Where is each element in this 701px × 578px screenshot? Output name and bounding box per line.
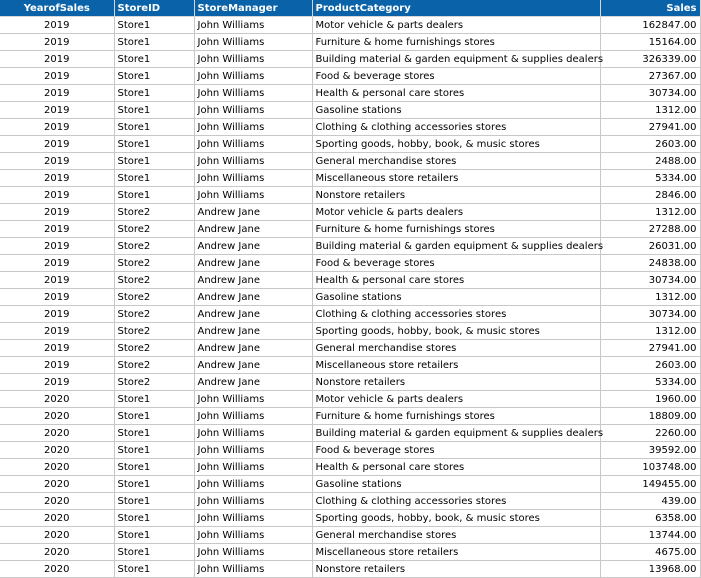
table-row[interactable] [0, 425, 700, 442]
cell-sales: 27288.00 [600, 221, 700, 238]
cell-sales: 26031.00 [600, 238, 700, 255]
table-row[interactable] [0, 323, 700, 340]
cell-sales: 4675.00 [600, 544, 700, 561]
cell-store-manager: John Williams [194, 68, 312, 85]
cell-year-of-sales: 2019 [0, 68, 114, 85]
cell-product-category: Nonstore retailers [312, 561, 600, 578]
cell-store-manager: John Williams [194, 187, 312, 204]
table-row[interactable] [0, 136, 700, 153]
cell-sales: 5334.00 [600, 374, 700, 391]
cell-store-id: Store1 [114, 527, 194, 544]
cell-sales: 1312.00 [600, 289, 700, 306]
table-row[interactable] [0, 527, 700, 544]
cell-sales: 13968.00 [600, 561, 700, 578]
cell-store-manager: Andrew Jane [194, 238, 312, 255]
column-header-store-id[interactable]: StoreID [114, 0, 194, 17]
cell-store-manager: Andrew Jane [194, 374, 312, 391]
table-row[interactable] [0, 85, 700, 102]
cell-store-id: Store1 [114, 85, 194, 102]
cell-store-manager: Andrew Jane [194, 357, 312, 374]
cell-store-manager: Andrew Jane [194, 204, 312, 221]
cell-store-id: Store1 [114, 476, 194, 493]
table-row[interactable] [0, 170, 700, 187]
cell-year-of-sales: 2020 [0, 493, 114, 510]
cell-store-manager: Andrew Jane [194, 221, 312, 238]
cell-store-id: Store2 [114, 306, 194, 323]
cell-year-of-sales: 2020 [0, 459, 114, 476]
table-row[interactable] [0, 408, 700, 425]
cell-sales: 439.00 [600, 493, 700, 510]
table-row[interactable] [0, 561, 700, 578]
cell-year-of-sales: 2019 [0, 340, 114, 357]
cell-store-id: Store1 [114, 102, 194, 119]
cell-product-category: Furniture & home furnishings stores [312, 34, 600, 51]
cell-year-of-sales: 2019 [0, 51, 114, 68]
cell-sales: 24838.00 [600, 255, 700, 272]
cell-store-id: Store2 [114, 255, 194, 272]
cell-store-manager: John Williams [194, 17, 312, 34]
cell-year-of-sales: 2019 [0, 255, 114, 272]
cell-store-id: Store1 [114, 187, 194, 204]
cell-sales: 13744.00 [600, 527, 700, 544]
cell-store-manager: John Williams [194, 459, 312, 476]
cell-product-category: Motor vehicle & parts dealers [312, 17, 600, 34]
cell-store-id: Store1 [114, 68, 194, 85]
header-row [0, 0, 700, 17]
cell-store-manager: John Williams [194, 170, 312, 187]
table-row[interactable] [0, 204, 700, 221]
cell-sales: 30734.00 [600, 306, 700, 323]
cell-store-manager: Andrew Jane [194, 255, 312, 272]
cell-store-id: Store2 [114, 272, 194, 289]
cell-store-id: Store1 [114, 510, 194, 527]
table-row[interactable] [0, 476, 700, 493]
cell-sales: 5334.00 [600, 170, 700, 187]
cell-store-id: Store1 [114, 153, 194, 170]
table-row[interactable] [0, 119, 700, 136]
cell-store-id: Store2 [114, 340, 194, 357]
cell-product-category: Clothing & clothing accessories stores [312, 493, 600, 510]
table-row[interactable] [0, 510, 700, 527]
cell-store-id: Store1 [114, 170, 194, 187]
table-row[interactable] [0, 544, 700, 561]
cell-year-of-sales: 2020 [0, 510, 114, 527]
cell-product-category: Sporting goods, hobby, book, & music stores [312, 323, 600, 340]
cell-store-id: Store2 [114, 374, 194, 391]
cell-sales: 326339.00 [600, 51, 700, 68]
cell-sales: 1312.00 [600, 323, 700, 340]
cell-product-category: Sporting goods, hobby, book, & music stores [312, 136, 600, 153]
cell-sales: 2846.00 [600, 187, 700, 204]
cell-product-category: Miscellaneous store retailers [312, 357, 600, 374]
column-header-sales[interactable]: Sales [600, 0, 700, 17]
cell-store-id: Store2 [114, 323, 194, 340]
cell-year-of-sales: 2019 [0, 374, 114, 391]
cell-product-category: Clothing & clothing accessories stores [312, 119, 600, 136]
table-row[interactable] [0, 374, 700, 391]
cell-product-category: General merchandise stores [312, 153, 600, 170]
cell-year-of-sales: 2019 [0, 204, 114, 221]
cell-product-category: Health & personal care stores [312, 85, 600, 102]
column-header-product-category[interactable]: ProductCategory [312, 0, 600, 17]
cell-store-manager: John Williams [194, 561, 312, 578]
table-row[interactable] [0, 357, 700, 374]
table-row[interactable] [0, 442, 700, 459]
cell-store-manager: John Williams [194, 85, 312, 102]
cell-store-manager: John Williams [194, 408, 312, 425]
cell-store-id: Store1 [114, 408, 194, 425]
cell-store-manager: John Williams [194, 510, 312, 527]
cell-year-of-sales: 2020 [0, 408, 114, 425]
cell-product-category: Nonstore retailers [312, 187, 600, 204]
cell-store-manager: John Williams [194, 391, 312, 408]
cell-store-manager: Andrew Jane [194, 323, 312, 340]
cell-sales: 2488.00 [600, 153, 700, 170]
cell-sales: 27941.00 [600, 340, 700, 357]
cell-product-category: Motor vehicle & parts dealers [312, 204, 600, 221]
cell-store-manager: John Williams [194, 153, 312, 170]
cell-store-id: Store1 [114, 544, 194, 561]
table-row[interactable] [0, 68, 700, 85]
table-row[interactable] [0, 272, 700, 289]
cell-product-category: Gasoline stations [312, 476, 600, 493]
cell-product-category: Gasoline stations [312, 289, 600, 306]
cell-product-category: Food & beverage stores [312, 442, 600, 459]
cell-store-id: Store2 [114, 204, 194, 221]
table-row[interactable] [0, 340, 700, 357]
cell-store-id: Store2 [114, 289, 194, 306]
cell-year-of-sales: 2020 [0, 425, 114, 442]
cell-year-of-sales: 2019 [0, 85, 114, 102]
table-row[interactable] [0, 102, 700, 119]
cell-store-id: Store2 [114, 238, 194, 255]
cell-store-manager: Andrew Jane [194, 272, 312, 289]
cell-product-category: Miscellaneous store retailers [312, 170, 600, 187]
cell-sales: 27941.00 [600, 119, 700, 136]
table-row[interactable] [0, 306, 700, 323]
cell-store-manager: John Williams [194, 442, 312, 459]
table-row[interactable] [0, 391, 700, 408]
cell-sales: 27367.00 [600, 68, 700, 85]
cell-sales: 6358.00 [600, 510, 700, 527]
cell-year-of-sales: 2019 [0, 17, 114, 34]
cell-product-category: Miscellaneous store retailers [312, 544, 600, 561]
table-row[interactable] [0, 153, 700, 170]
cell-store-manager: Andrew Jane [194, 289, 312, 306]
cell-product-category: Food & beverage stores [312, 255, 600, 272]
cell-store-id: Store1 [114, 17, 194, 34]
cell-year-of-sales: 2019 [0, 187, 114, 204]
cell-year-of-sales: 2020 [0, 561, 114, 578]
cell-sales: 1312.00 [600, 204, 700, 221]
cell-product-category: Furniture & home furnishings stores [312, 408, 600, 425]
cell-year-of-sales: 2020 [0, 527, 114, 544]
cell-year-of-sales: 2019 [0, 119, 114, 136]
cell-sales: 162847.00 [600, 17, 700, 34]
cell-year-of-sales: 2019 [0, 102, 114, 119]
cell-year-of-sales: 2020 [0, 544, 114, 561]
cell-year-of-sales: 2019 [0, 34, 114, 51]
cell-store-id: Store1 [114, 51, 194, 68]
cell-product-category: Clothing & clothing accessories stores [312, 306, 600, 323]
table-row[interactable] [0, 238, 700, 255]
table-row[interactable] [0, 493, 700, 510]
cell-year-of-sales: 2019 [0, 153, 114, 170]
table-row[interactable] [0, 459, 700, 476]
table-row[interactable] [0, 255, 700, 272]
cell-store-id: Store1 [114, 442, 194, 459]
cell-product-category: Health & personal care stores [312, 459, 600, 476]
cell-store-id: Store1 [114, 136, 194, 153]
cell-store-id: Store1 [114, 493, 194, 510]
cell-sales: 1960.00 [600, 391, 700, 408]
cell-product-category: Furniture & home furnishings stores [312, 221, 600, 238]
cell-sales: 2603.00 [600, 357, 700, 374]
cell-store-manager: John Williams [194, 544, 312, 561]
cell-store-manager: John Williams [194, 102, 312, 119]
cell-sales: 18809.00 [600, 408, 700, 425]
table-row[interactable] [0, 187, 700, 204]
cell-store-manager: Andrew Jane [194, 340, 312, 357]
cell-product-category: Building material & garden equipment & supplies dealers [312, 425, 600, 442]
cell-product-category: Building material & garden equipment & supplies dealers [312, 51, 600, 68]
cell-store-manager: John Williams [194, 51, 312, 68]
cell-store-manager: John Williams [194, 425, 312, 442]
cell-product-category: Sporting goods, hobby, book, & music stores [312, 510, 600, 527]
cell-year-of-sales: 2019 [0, 323, 114, 340]
table-row[interactable] [0, 51, 700, 68]
cell-product-category: General merchandise stores [312, 340, 600, 357]
cell-sales: 39592.00 [600, 442, 700, 459]
cell-store-manager: John Williams [194, 119, 312, 136]
cell-year-of-sales: 2019 [0, 357, 114, 374]
cell-product-category: General merchandise stores [312, 527, 600, 544]
cell-store-id: Store1 [114, 561, 194, 578]
column-header-year-of-sales[interactable]: YearofSales [0, 0, 114, 17]
cell-store-id: Store1 [114, 459, 194, 476]
cell-store-id: Store2 [114, 357, 194, 374]
cell-store-id: Store1 [114, 34, 194, 51]
cell-store-manager: John Williams [194, 136, 312, 153]
cell-store-id: Store1 [114, 391, 194, 408]
cell-product-category: Food & beverage stores [312, 68, 600, 85]
cell-product-category: Nonstore retailers [312, 374, 600, 391]
cell-year-of-sales: 2019 [0, 170, 114, 187]
cell-year-of-sales: 2019 [0, 272, 114, 289]
table-body [0, 17, 700, 578]
column-header-store-manager[interactable]: StoreManager [194, 0, 312, 17]
table-row[interactable] [0, 17, 700, 34]
table-row[interactable] [0, 221, 700, 238]
cell-year-of-sales: 2019 [0, 136, 114, 153]
cell-product-category: Motor vehicle & parts dealers [312, 391, 600, 408]
cell-store-id: Store2 [114, 221, 194, 238]
cell-year-of-sales: 2019 [0, 238, 114, 255]
cell-year-of-sales: 2020 [0, 442, 114, 459]
cell-sales: 103748.00 [600, 459, 700, 476]
table-row[interactable] [0, 289, 700, 306]
cell-sales: 15164.00 [600, 34, 700, 51]
cell-product-category: Gasoline stations [312, 102, 600, 119]
cell-store-manager: Andrew Jane [194, 306, 312, 323]
cell-product-category: Building material & garden equipment & supplies dealers [312, 238, 600, 255]
cell-sales: 30734.00 [600, 85, 700, 102]
cell-product-category: Health & personal care stores [312, 272, 600, 289]
cell-sales: 1312.00 [600, 102, 700, 119]
cell-store-id: Store1 [114, 119, 194, 136]
cell-year-of-sales: 2019 [0, 289, 114, 306]
cell-year-of-sales: 2019 [0, 221, 114, 238]
cell-store-manager: John Williams [194, 476, 312, 493]
cell-sales: 30734.00 [600, 272, 700, 289]
cell-sales: 149455.00 [600, 476, 700, 493]
cell-year-of-sales: 2019 [0, 306, 114, 323]
cell-year-of-sales: 2020 [0, 391, 114, 408]
cell-store-manager: John Williams [194, 527, 312, 544]
cell-store-manager: John Williams [194, 493, 312, 510]
cell-sales: 2260.00 [600, 425, 700, 442]
cell-sales: 2603.00 [600, 136, 700, 153]
cell-year-of-sales: 2020 [0, 476, 114, 493]
table-row[interactable] [0, 34, 700, 51]
cell-store-id: Store1 [114, 425, 194, 442]
cell-store-manager: John Williams [194, 34, 312, 51]
